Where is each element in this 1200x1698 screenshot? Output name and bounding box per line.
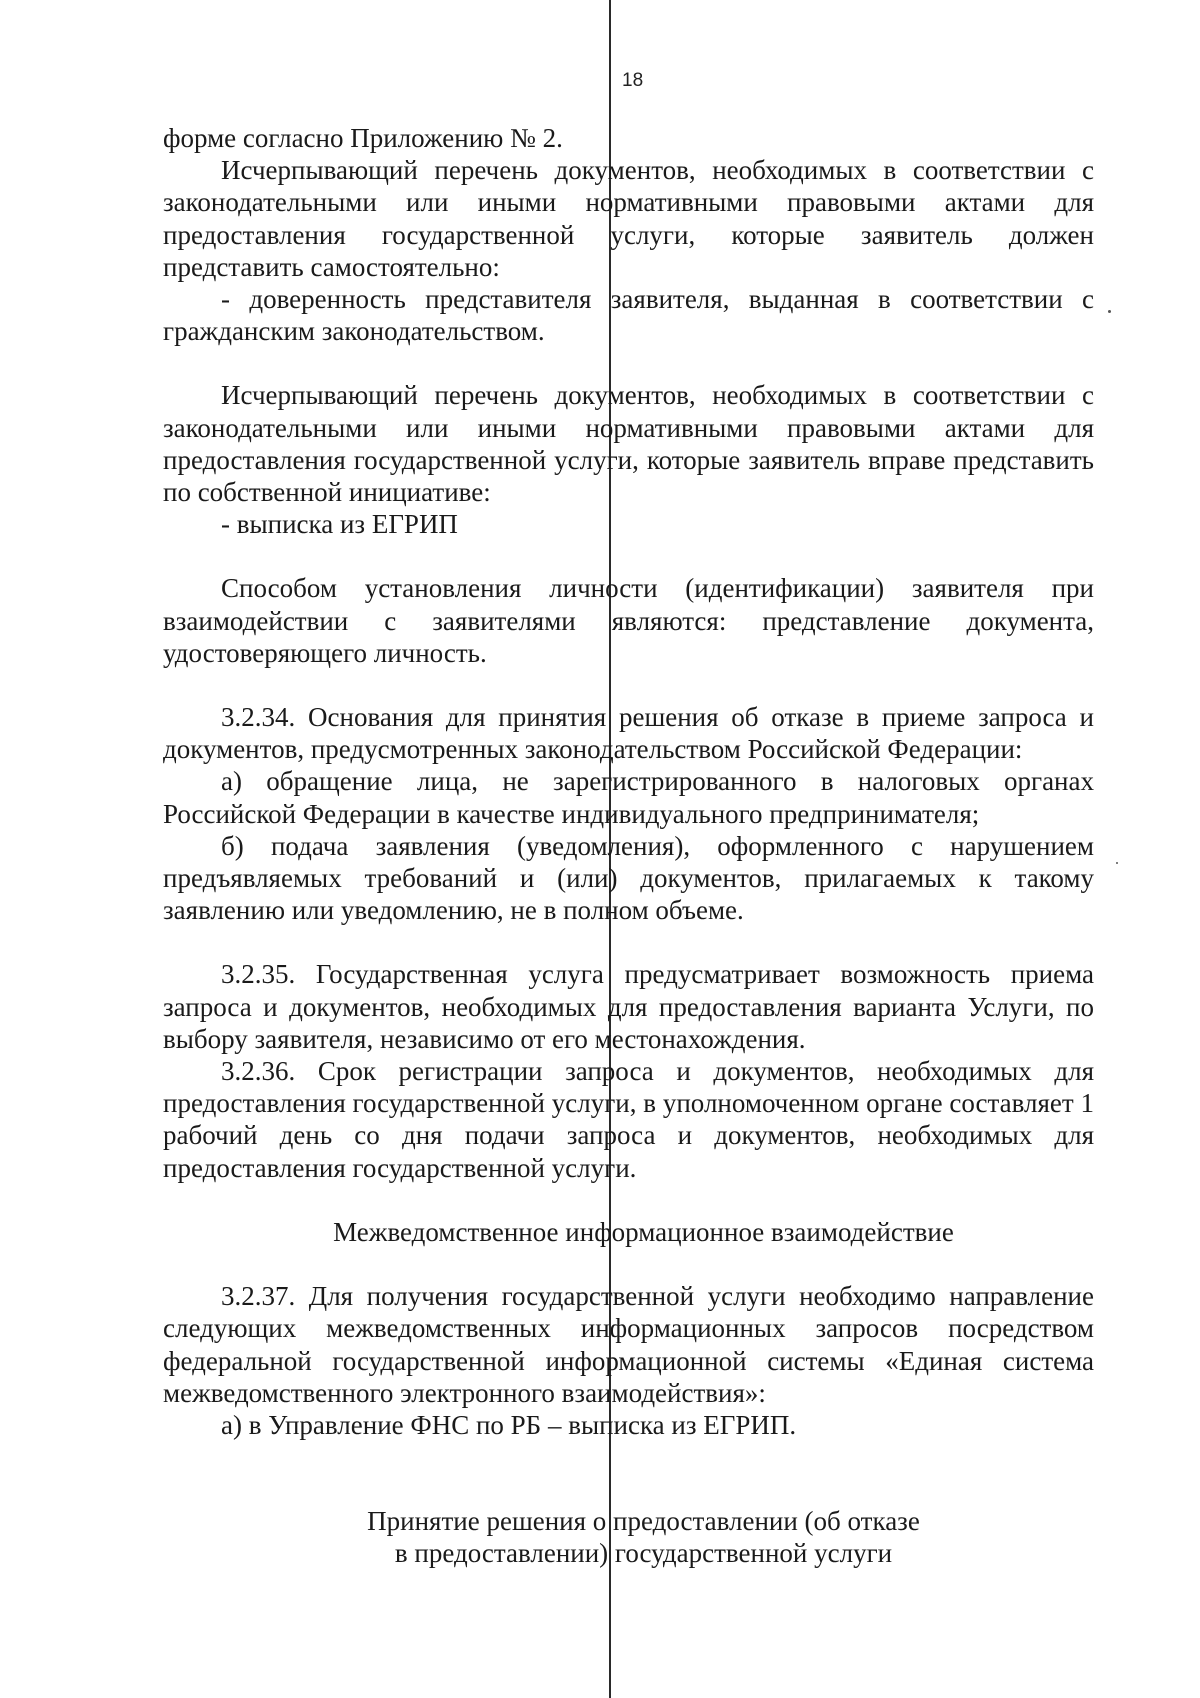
- list-item: а) обращение лица, не зарегистрированного в налоговых органах Российской Федерации в качестве индивидуального предпринимателя;: [163, 766, 1094, 829]
- list-item: - доверенность представителя заявителя, выданная в соответствии с гражданским законодательством.: [163, 284, 1094, 347]
- section-heading: Принятие решения о предоставлении (об отказе: [367, 1506, 920, 1537]
- paragraph: Исчерпывающий перечень документов, необходимых в соответствии с законодательными или иными нормативными правовыми актами для предоставления государственной услуги, которые заявитель вправе представить по собственной инициативе:: [163, 380, 1094, 508]
- list-item: б) подача заявления (уведомления), оформленного с нарушением предъявляемых требований и (или) документов, прилагаемых к такому заявлению или уведомлению, не в полном объеме.: [163, 830, 1094, 926]
- paragraph: Исчерпывающий перечень документов, необходимых в соответствии с законодательными или иными нормативными правовыми актами для предоставления государственной услуги, которые заявитель должен представить самостоятельно:: [163, 155, 1094, 282]
- document-body: [163, 122, 1094, 1570]
- paragraph: 3.2.36. Срок регистрации запроса и документов, необходимых для предоставления государственной услуги, в уполномоченном органе составляет 1 рабочий день со дня подачи запроса и документов, необходимых для предоставления государственной услуги.: [163, 1056, 1094, 1183]
- paragraph: Способом установления личности (идентификации) заявителя при взаимодействии с заявителями являются: представление документа, удостоверяющего личность.: [163, 573, 1094, 668]
- section-heading: Межведомственное информационное взаимодействие: [333, 1216, 954, 1247]
- paragraph: 3.2.35. Государственная услуга предусматривает возможность приема запроса и документов, необходимых для предоставления варианта Услуги, по выбору заявителя, независимо от его местонахождения.: [163, 959, 1094, 1054]
- page-number: 18: [622, 70, 644, 91]
- scan-speck: [1116, 862, 1118, 864]
- paragraph: 3.2.34. Основания для принятия решения об отказе в приеме запроса и документов, предусмотренных законодательством Российской Федерации:: [163, 702, 1094, 765]
- paragraph: 3.2.37. Для получения государственной услуги необходимо направление следующих межведомственных информационных запросов посредством федеральной государственной информационной системы «Единая система межведомственного электронного взаимодействия»:: [163, 1281, 1094, 1408]
- section-heading: в предоставлении) государственной услуги: [394, 1538, 893, 1569]
- list-item: а) в Управление ФНС по РБ – выписка из ЕГРИП.: [221, 1409, 797, 1440]
- list-item: - выписка из ЕГРИП: [221, 509, 458, 540]
- paragraph: форме согласно Приложению № 2.: [163, 123, 563, 153]
- scan-speck: [1108, 310, 1111, 313]
